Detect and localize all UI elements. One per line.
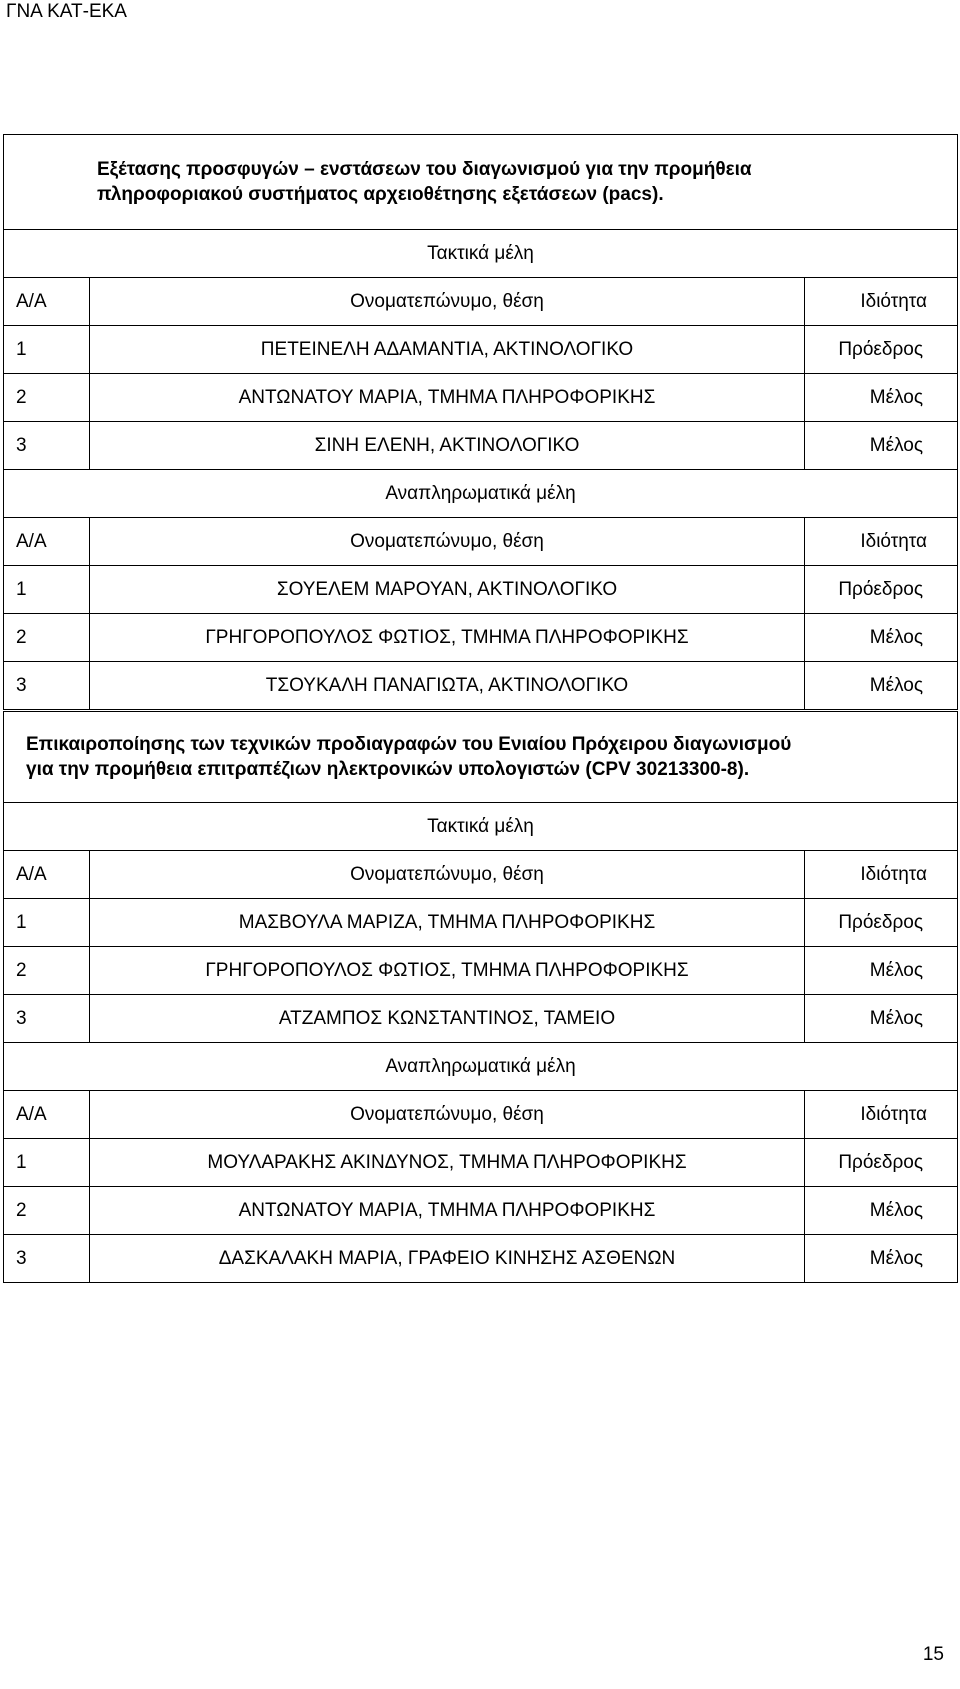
table-row bbox=[4, 1187, 958, 1235]
row-number: 3 bbox=[4, 662, 90, 710]
row-number: 1 bbox=[4, 566, 90, 614]
table-title bbox=[4, 135, 958, 230]
table-row bbox=[4, 947, 958, 995]
col-header-aa: Α/Α bbox=[4, 1091, 90, 1139]
page-number: 15 bbox=[922, 1644, 944, 1665]
title-line: πληροφοριακού συστήματος αρχειοθέτησης εξετάσεων (pacs). bbox=[97, 184, 664, 205]
table-row bbox=[4, 566, 958, 614]
table-row bbox=[4, 1139, 958, 1187]
row-number: 2 bbox=[4, 614, 90, 662]
col-header-role: Ιδιότητα bbox=[805, 851, 958, 899]
member-role: Μέλος bbox=[805, 1187, 958, 1235]
table-row bbox=[4, 1235, 958, 1283]
column-header-row bbox=[4, 278, 958, 326]
member-role: Πρόεδρος bbox=[805, 326, 958, 374]
col-header-role: Ιδιότητα bbox=[805, 518, 958, 566]
table-row bbox=[4, 614, 958, 662]
member-name: ΜΟΥΛΑΡΑΚΗΣ ΑΚΙΝΔΥΝΟΣ, ΤΜΗΜΑ ΠΛΗΡΟΦΟΡΙΚΗΣ bbox=[90, 1139, 805, 1187]
member-name: ΣΙΝΗ ΕΛΕΝΗ, ΑΚΤΙΝΟΛΟΓΙΚΟ bbox=[90, 422, 805, 470]
row-number: 1 bbox=[4, 326, 90, 374]
title-line: Επικαιροποίησης των τεχνικών προδιαγραφών του Ενιαίου Πρόχειρου διαγωνισμού bbox=[26, 734, 792, 755]
table-row bbox=[4, 995, 958, 1043]
table-row bbox=[4, 326, 958, 374]
member-name: ΑΝΤΩΝΑΤΟΥ ΜΑΡΙΑ, ΤΜΗΜΑ ΠΛΗΡΟΦΟΡΙΚΗΣ bbox=[90, 374, 805, 422]
row-number: 2 bbox=[4, 947, 90, 995]
member-name: ΑΝΤΩΝΑΤΟΥ ΜΑΡΙΑ, ΤΜΗΜΑ ΠΛΗΡΟΦΟΡΙΚΗΣ bbox=[90, 1187, 805, 1235]
row-number: 3 bbox=[4, 1235, 90, 1283]
member-name: ΠΕΤΕΙΝΕΛΗ ΑΔΑΜΑΝΤΙΑ, ΑΚΤΙΝΟΛΟΓΙΚΟ bbox=[90, 326, 805, 374]
column-header-row bbox=[4, 851, 958, 899]
col-header-name: Ονοματεπώνυμο, θέση bbox=[90, 851, 805, 899]
col-header-name: Ονοματεπώνυμο, θέση bbox=[90, 518, 805, 566]
member-role: Πρόεδρος bbox=[805, 899, 958, 947]
col-header-name: Ονοματεπώνυμο, θέση bbox=[90, 1091, 805, 1139]
col-header-aa: Α/Α bbox=[4, 518, 90, 566]
section-heading: Τακτικά μέλη bbox=[4, 230, 958, 278]
member-role: Μέλος bbox=[805, 662, 958, 710]
section-heading: Αναπληρωματικά μέλη bbox=[4, 1043, 958, 1091]
member-role: Μέλος bbox=[805, 422, 958, 470]
member-name: ΔΑΣΚΑΛΑΚΗ ΜΑΡΙΑ, ΓΡΑΦΕΙΟ ΚΙΝΗΣΗΣ ΑΣΘΕΝΩΝ bbox=[90, 1235, 805, 1283]
table-row bbox=[4, 422, 958, 470]
section-heading: Αναπληρωματικά μέλη bbox=[4, 470, 958, 518]
table-row bbox=[4, 374, 958, 422]
col-header-role: Ιδιότητα bbox=[805, 278, 958, 326]
row-number: 1 bbox=[4, 899, 90, 947]
column-header-row bbox=[4, 1091, 958, 1139]
table-row bbox=[4, 899, 958, 947]
member-name: ΣΟΥΕΛΕΜ ΜΑΡΟΥΑΝ, ΑΚΤΙΝΟΛΟΓΙΚΟ bbox=[90, 566, 805, 614]
section-heading: Τακτικά μέλη bbox=[4, 803, 958, 851]
member-role: Μέλος bbox=[805, 614, 958, 662]
col-header-aa: Α/Α bbox=[4, 278, 90, 326]
title-line: για την προμήθεια επιτραπέζιων ηλεκτρονικών υπολογιστών (CPV 30213300-8). bbox=[26, 759, 750, 780]
table-row bbox=[4, 662, 958, 710]
committee-table-2 bbox=[3, 711, 958, 1283]
column-header-row bbox=[4, 518, 958, 566]
member-name: ΓΡΗΓΟΡΟΠΟΥΛΟΣ ΦΩΤΙΟΣ, ΤΜΗΜΑ ΠΛΗΡΟΦΟΡΙΚΗΣ bbox=[90, 947, 805, 995]
member-role: Μέλος bbox=[805, 947, 958, 995]
row-number: 2 bbox=[4, 1187, 90, 1235]
row-number: 3 bbox=[4, 422, 90, 470]
col-header-role: Ιδιότητα bbox=[805, 1091, 958, 1139]
member-name: ΑΤΖΑΜΠΟΣ ΚΩΝΣΤΑΝΤΙΝΟΣ, ΤΑΜΕΙΟ bbox=[90, 995, 805, 1043]
table-title bbox=[4, 712, 958, 803]
member-name: ΜΑΣΒΟΥΛΑ ΜΑΡΙΖΑ, ΤΜΗΜΑ ΠΛΗΡΟΦΟΡΙΚΗΣ bbox=[90, 899, 805, 947]
row-number: 1 bbox=[4, 1139, 90, 1187]
col-header-aa: Α/Α bbox=[4, 851, 90, 899]
member-name: ΤΣΟΥΚΑΛΗ ΠΑΝΑΓΙΩΤΑ, ΑΚΤΙΝΟΛΟΓΙΚΟ bbox=[90, 662, 805, 710]
committee-table-1 bbox=[3, 134, 958, 710]
member-role: Μέλος bbox=[805, 374, 958, 422]
row-number: 2 bbox=[4, 374, 90, 422]
member-role: Μέλος bbox=[805, 1235, 958, 1283]
member-role: Πρόεδρος bbox=[805, 566, 958, 614]
row-number: 3 bbox=[4, 995, 90, 1043]
document-header: ΓΝΑ ΚΑΤ-ΕΚΑ bbox=[6, 1, 127, 22]
member-name: ΓΡΗΓΟΡΟΠΟΥΛΟΣ ΦΩΤΙΟΣ, ΤΜΗΜΑ ΠΛΗΡΟΦΟΡΙΚΗΣ bbox=[90, 614, 805, 662]
title-line: Εξέτασης προσφυγών – ενστάσεων του διαγωνισμού για την προμήθεια bbox=[97, 159, 752, 180]
member-role: Πρόεδρος bbox=[805, 1139, 958, 1187]
member-role: Μέλος bbox=[805, 995, 958, 1043]
col-header-name: Ονοματεπώνυμο, θέση bbox=[90, 278, 805, 326]
